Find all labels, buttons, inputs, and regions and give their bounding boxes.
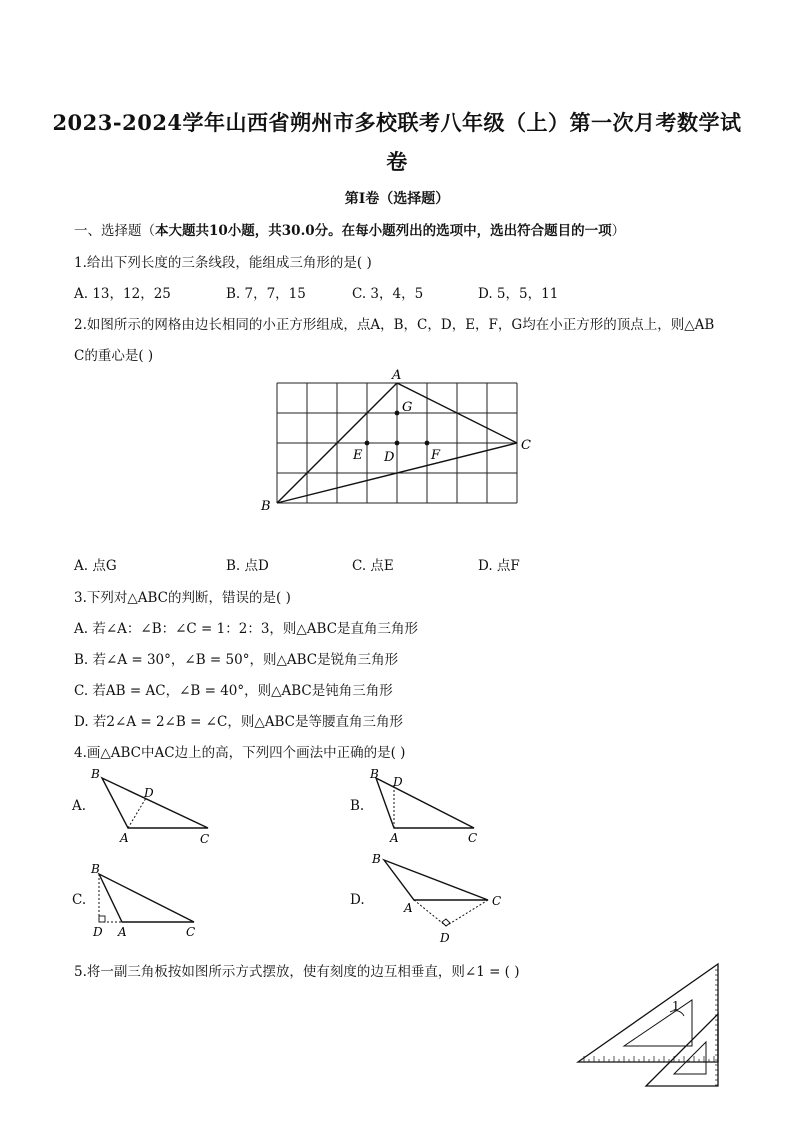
svg-text:A: A: [118, 925, 127, 939]
q1-option-c[interactable]: C. 3，4，5: [352, 286, 424, 302]
q4-option-a-letter[interactable]: A.: [72, 798, 87, 814]
q4-figure-d: [364, 848, 514, 948]
q3-option-d[interactable]: D. 若2∠A = 2∠B = ∠C，则△ABC是等腰直角三角形: [74, 714, 403, 730]
q4-figure-b: [364, 764, 504, 848]
svg-text:D: D: [144, 786, 154, 800]
q2-option-d[interactable]: D. 点F: [478, 558, 520, 574]
q5-set-square-figure: [574, 958, 724, 1092]
question-2-stem-line1: 2.如图所示的网格由边长相同的小正方形组成，点A，B，C，D，E，F，G均在小正方形的顶点上，则△AB: [74, 317, 715, 333]
svg-text:D: D: [440, 931, 450, 945]
q1-option-b[interactable]: B. 7，7，15: [226, 286, 306, 302]
q4-figure-a: [86, 764, 226, 848]
svg-text:A: A: [390, 831, 399, 845]
q1-option-d[interactable]: D. 5，5，11: [478, 286, 559, 302]
page-title-line1: 2023-2024学年山西省朔州市多校联考八年级（上）第一次月考数学试: [52, 110, 742, 135]
q3-option-a[interactable]: A. 若∠A：∠B：∠C = 1：2：3，则△ABC是直角三角形: [74, 621, 419, 637]
q2-option-a[interactable]: A. 点G: [74, 558, 117, 574]
q2-label-e: E: [353, 448, 363, 463]
q2-label-c: C: [521, 438, 531, 453]
question-1-stem: 1.给出下列长度的三条线段，能组成三角形的是( ): [74, 255, 372, 271]
section-instructions: 一、选择题（本大题共10小题，共30.0分。在每小题列出的选项中，选出符合题目的一项）: [74, 223, 626, 239]
q3-option-c[interactable]: C. 若AB = AC，∠B = 40°，则△ABC是钝角三角形: [74, 683, 393, 699]
q4-option-b-letter[interactable]: B.: [350, 798, 365, 814]
q4-option-c-letter[interactable]: C.: [72, 892, 87, 908]
svg-text:B: B: [91, 767, 100, 781]
svg-text:D: D: [93, 925, 103, 939]
svg-text:C: C: [468, 831, 478, 845]
svg-text:C: C: [186, 925, 196, 939]
q1-option-a[interactable]: A. 13，12，25: [74, 286, 171, 302]
q2-label-d: D: [384, 450, 395, 465]
svg-text:D: D: [393, 775, 403, 789]
q2-option-c[interactable]: C. 点E: [352, 558, 394, 574]
q5-angle-label: 1: [672, 999, 680, 1013]
q4-option-d-letter[interactable]: D.: [350, 892, 365, 908]
svg-text:B: B: [370, 767, 379, 781]
section-title: 第I卷（选择题）: [344, 191, 450, 207]
question-2-stem-line2: C的重心是( ): [74, 348, 154, 364]
question-5-stem: 5.将一副三角板按如图所示方式摆放，使有刻度的边互相垂直，则∠1 = ( ): [74, 964, 520, 980]
svg-text:A: A: [404, 901, 413, 915]
q2-label-f: F: [431, 448, 441, 463]
svg-text:B: B: [91, 862, 100, 876]
svg-text:B: B: [372, 852, 381, 866]
q2-label-g: G: [402, 400, 413, 415]
q2-label-b: B: [261, 499, 271, 514]
q3-option-b[interactable]: B. 若∠A = 30°，∠B = 50°，则△ABC是锐角三角形: [74, 652, 399, 668]
page-title-line2: 卷: [386, 149, 408, 174]
q4-figure-c: [86, 856, 226, 942]
question-4-stem: 4.画△ABC中AC边上的高，下列四个画法中正确的是( ): [74, 745, 406, 761]
q2-label-a: A: [392, 368, 402, 383]
svg-text:C: C: [492, 894, 502, 908]
svg-text:C: C: [200, 832, 210, 846]
q2-option-b[interactable]: B. 点D: [226, 558, 269, 574]
svg-text:A: A: [120, 831, 129, 845]
q2-grid-figure: [255, 365, 545, 515]
question-3-stem: 3.下列对△ABC的判断，错误的是( ): [74, 590, 291, 606]
